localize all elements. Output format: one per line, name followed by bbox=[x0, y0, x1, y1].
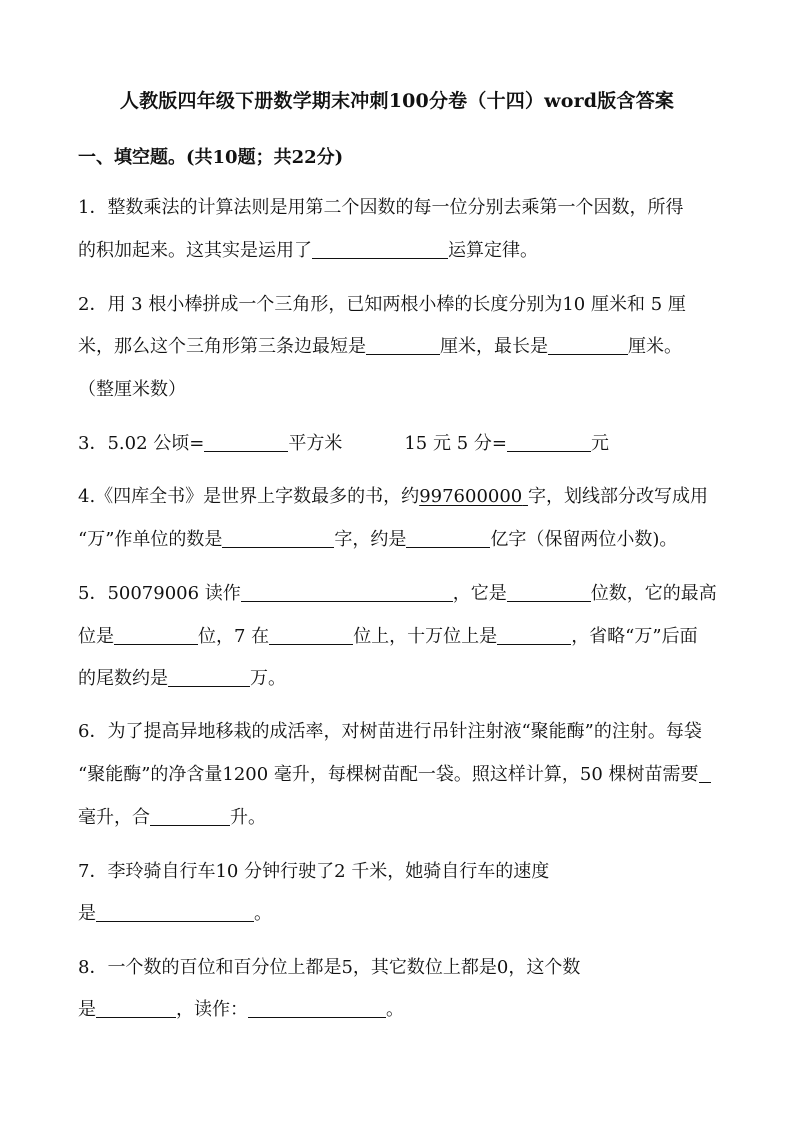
answer-blank[interactable] bbox=[248, 999, 386, 1018]
answer-blank[interactable] bbox=[699, 764, 711, 783]
question-5-line-3: 的尾数约是 万。 bbox=[78, 668, 286, 689]
question-7-line-1: 7．李玲骑自行车10 分钟行驶了2 千米，她骑自行车的速度 bbox=[78, 861, 550, 882]
question-2-line-2: 米，那么这个三角形第三条边最短是 厘米，最长是 厘米。 bbox=[78, 336, 682, 357]
answer-blank[interactable] bbox=[222, 529, 334, 548]
section-heading: 一、填空题。(共10题；共22分) bbox=[78, 147, 344, 168]
question-6-line-3: 毫升，合 升。 bbox=[78, 807, 266, 828]
answer-blank[interactable] bbox=[366, 336, 440, 355]
answer-blank[interactable] bbox=[507, 583, 591, 602]
question-1-line-2: 的积加起来。这其实是运用了 运算定律。 bbox=[78, 240, 538, 261]
answer-blank[interactable] bbox=[269, 626, 353, 645]
question-7-line-2: 是 。 bbox=[78, 903, 272, 924]
answer-blank[interactable] bbox=[241, 583, 453, 602]
question-8-line-1: 8．一个数的百位和百分位上都是5，其它数位上都是0，这个数 bbox=[78, 957, 581, 978]
answer-blank[interactable] bbox=[204, 433, 288, 452]
question-8-line-2: 是 ，读作： 。 bbox=[78, 999, 404, 1020]
answer-blank[interactable] bbox=[497, 626, 571, 645]
answer-blank[interactable] bbox=[114, 626, 198, 645]
answer-blank[interactable] bbox=[507, 433, 591, 452]
answer-blank[interactable] bbox=[96, 903, 254, 922]
question-6-line-1: 6．为了提高异地移栽的成活率，对树苗进行吊针注射液“聚能酶”的注射。每袋 bbox=[78, 721, 702, 742]
question-6-line-2: “聚能酶”的净含量1200 毫升，每棵树苗配一袋。照这样计算，50 棵树苗需要 bbox=[78, 764, 711, 786]
answer-blank[interactable] bbox=[150, 807, 230, 826]
answer-blank[interactable] bbox=[96, 999, 176, 1018]
question-3-line-1: 3．5.02 公顷= 平方米 15 元 5 分= 元 bbox=[78, 433, 609, 454]
page-title: 人教版四年级下册数学期末冲刺100分卷（十四）word版含答案 bbox=[119, 90, 675, 112]
question-5-line-1: 5．50079006 读作 ，它是 位数，它的最高 bbox=[78, 583, 717, 604]
answer-blank[interactable] bbox=[548, 336, 628, 355]
question-2-line-1: 2．用 3 根小棒拼成一个三角形，已知两根小棒的长度分别为10 厘米和 5 厘 bbox=[78, 294, 686, 315]
question-2-line-3: （整厘米数） bbox=[78, 379, 186, 400]
answer-blank[interactable] bbox=[312, 240, 448, 259]
question-4-line-2: “万”作单位的数是 字，约是 亿字（保留两位小数)。 bbox=[78, 529, 678, 550]
answer-blank[interactable] bbox=[168, 668, 250, 687]
question-5-line-2: 位是 位，7 在 位上，十万位上是 ，省略“万”后面 bbox=[78, 626, 698, 647]
question-1-line-1: 1．整数乘法的计算法则是用第二个因数的每一位分别去乘第一个因数，所得 bbox=[78, 197, 684, 218]
underlined-number: 997600000 bbox=[419, 486, 523, 507]
answer-blank[interactable] bbox=[406, 529, 490, 548]
question-4-line-1: 4.《四库全书》是世界上字数最多的书，约997600000 字，划线部分改写成用 bbox=[78, 486, 708, 507]
